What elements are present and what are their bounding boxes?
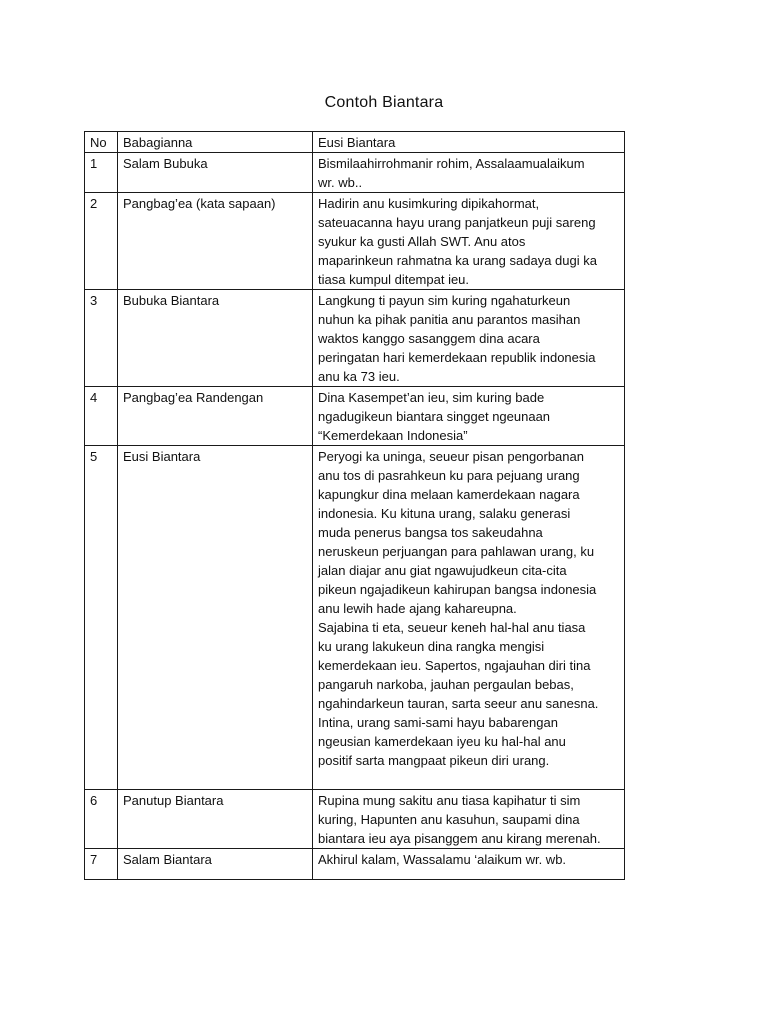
row-number: 4 bbox=[85, 387, 118, 446]
table-header-row bbox=[85, 132, 625, 153]
row-body: Akhirul kalam, Wassalamu ‘alaikum wr. wb. bbox=[313, 849, 625, 880]
row-part: Eusi Biantara bbox=[118, 446, 313, 790]
row-part: Bubuka Biantara bbox=[118, 290, 313, 387]
table-row bbox=[85, 790, 625, 849]
table-row bbox=[85, 446, 625, 790]
table-row bbox=[85, 153, 625, 193]
table-row bbox=[85, 193, 625, 290]
row-part: Pangbag’ea (kata sapaan) bbox=[118, 193, 313, 290]
header-no: No bbox=[85, 132, 118, 153]
row-number: 2 bbox=[85, 193, 118, 290]
row-part: Salam Bubuka bbox=[118, 153, 313, 193]
row-body: Dina Kasempet’an ieu, sim kuring bade ngadugikeun biantara singget ngeunaan “Kemerdekaan Indonesia” bbox=[313, 387, 625, 446]
row-body: Langkung ti payun sim kuring ngahaturkeun nuhun ka pihak panitia anu parantos masihan waktos kanggo sasanggem dina acara peringatan hari kemerdekaan republik indonesia anu ka 73 ieu. bbox=[313, 290, 625, 387]
table-row bbox=[85, 387, 625, 446]
header-body: Eusi Biantara bbox=[313, 132, 625, 153]
row-body: Peryogi ka uninga, seueur pisan pengorbanan anu tos di pasrahkeun ku para pejuang urang kapungkur dina melaan kamerdekaan nagara indonesia. Ku kituna urang, salaku generasi muda penerus bangsa tos sakeudahna neruskeun perjuangan para pahlawan urang, ku jalan diajar anu giat ngawujudkeun cita-cita pikeun ngajadikeun kahirupan bangsa indonesia anu lewih hade ajang kahareupna. Sajabina ti eta, seueur keneh hal-hal anu tiasa ku urang lakukeun dina rangka mengisi kemerdekaan ieu. Sapertos, ngajauhan diri tina pangaruh narkoba, jauhan pergaulan bebas, ngahindarkeun tauran, sarta seeur anu sanesna. Intina, urang sami-sami hayu babarengan ngeusian kamerdekaan iyeu ku hal-hal anu positif sarta mangpaat pikeun diri urang. bbox=[313, 446, 625, 790]
row-number: 1 bbox=[85, 153, 118, 193]
row-number: 6 bbox=[85, 790, 118, 849]
table-row bbox=[85, 290, 625, 387]
row-body: Bismilaahirrohmanir rohim, Assalaamualaikum wr. wb.. bbox=[313, 153, 625, 193]
row-body: Rupina mung sakitu anu tiasa kapihatur ti sim kuring, Hapunten anu kasuhun, saupami dina biantara ieu aya pisanggem anu kirang merenah. bbox=[313, 790, 625, 849]
row-number: 7 bbox=[85, 849, 118, 880]
row-part: Panutup Biantara bbox=[118, 790, 313, 849]
page-title: Contoh Biantara bbox=[324, 94, 444, 111]
row-body: Hadirin anu kusimkuring dipikahormat, sateuacanna hayu urang panjatkeun puji sareng syukur ka gusti Allah SWT. Anu atos maparinkeun rahmatna ka urang sadaya dugi ka tiasa kumpul ditempat ieu. bbox=[313, 193, 625, 290]
row-part: Salam Biantara bbox=[118, 849, 313, 880]
table-row bbox=[85, 849, 625, 880]
header-part: Babagianna bbox=[118, 132, 313, 153]
row-number: 3 bbox=[85, 290, 118, 387]
row-part: Pangbag’ea Randengan bbox=[118, 387, 313, 446]
row-number: 5 bbox=[85, 446, 118, 790]
biantara-table bbox=[84, 131, 625, 880]
